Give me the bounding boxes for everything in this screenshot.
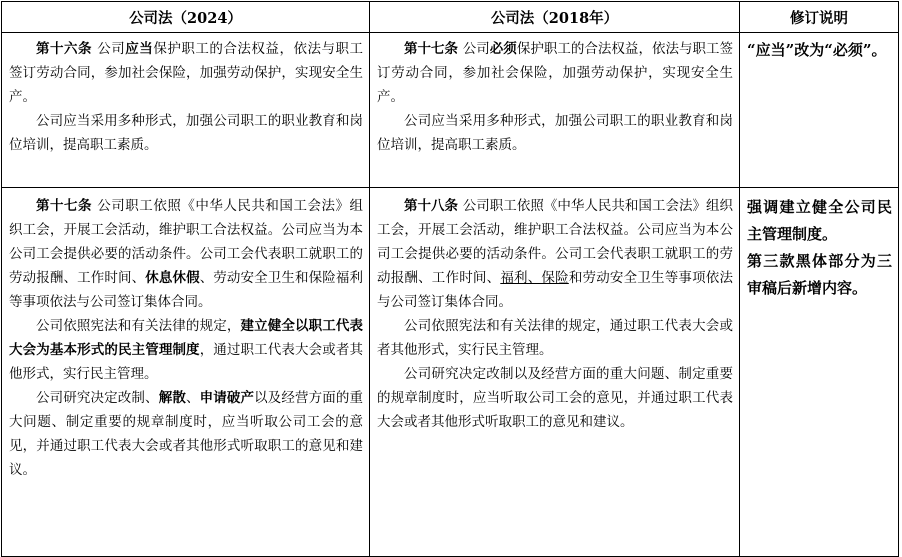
header-company-law-2018: 公司法（2018年）: [370, 2, 740, 33]
bold-text: 必须: [489, 41, 517, 57]
header-company-law-2024: 公司法（2024）: [2, 2, 370, 33]
article-paragraph: [9, 37, 363, 109]
text-segment: 公司依照宪法和有关法律的规定，: [36, 318, 241, 334]
cell-revision-note: [740, 188, 899, 557]
cell-2018-text: [370, 33, 740, 188]
article-paragraph: [377, 362, 733, 434]
article-paragraph: [377, 37, 733, 109]
table-row: [2, 33, 899, 188]
revision-note-text: 强调建立健全公司民主管理制度。: [747, 198, 892, 243]
company-law-comparison-table: [1, 1, 899, 557]
bold-text: 应当: [125, 41, 154, 57]
comparison-table-wrapper: [1, 1, 899, 557]
cell-2018-text: [370, 188, 740, 557]
cell-revision-note: [740, 33, 899, 188]
header-revision-notes: 修订说明: [740, 2, 899, 33]
article-paragraph: [377, 109, 733, 157]
text-segment: 以及经营方面的重大问题、制定重要的规章制度时，应当听取公司工会的意见，并通过职工代表大会或者其他形式听取职工的意见和建议。: [9, 390, 364, 478]
article-paragraph: [9, 109, 363, 157]
bold-text: 第十七条: [404, 41, 463, 57]
bold-text: 建立健全以职工代表大会为基本形式的民主管理制度: [9, 318, 364, 358]
article-paragraph: [9, 314, 363, 386]
bold-text: 休息休假: [145, 270, 200, 286]
text-segment: 公司应当采用多种形式，加强公司职工的职业教育和岗位培训，提高职工素质。: [377, 113, 733, 153]
bold-text: 第十六条: [36, 41, 98, 57]
bold-text: 申请破产: [199, 390, 255, 406]
text-segment: 公司研究决定改制、: [36, 390, 159, 406]
text-segment: 公司依照宪法和有关法律的规定，通过职工代表大会或者其他形式，实行民主管理。: [377, 318, 733, 358]
article-paragraph: [377, 314, 733, 362]
article-paragraph: [9, 194, 363, 314]
header-row: [2, 2, 899, 33]
text-segment: ，通过职工代表大会或者其他形式，实行民主管理。: [9, 342, 364, 382]
text-segment: 公司研究决定改制以及经营方面的重大问题、制定重要的规章制度时，应当听取公司工会的意见，并通过职工代表大会或者其他形式听取职工的意见和建议。: [377, 366, 733, 430]
text-segment: 公司职工依照《中华人民共和国工会法》组织工会，开展工会活动，维护职工合法权益。公司应当为本公司工会提供必要的活动条件。公司工会代表职工就职工的劳动报酬、工作时间、: [377, 198, 734, 286]
text-segment: 、: [185, 390, 200, 406]
text-segment: 公司: [97, 41, 126, 57]
bold-text: 第十八条: [404, 198, 463, 214]
cell-2024-text: [2, 33, 370, 188]
text-segment: 和劳动安全卫生等事项依法与公司签订集体合同。: [377, 270, 734, 310]
cell-2024-text: [2, 188, 370, 557]
article-paragraph: [9, 386, 363, 482]
underlined-text: 福利、保险: [500, 270, 569, 286]
bold-text: 第十七条: [36, 198, 98, 214]
revision-note-text: 第三款黑体部分为三审稿后新增内容。: [747, 252, 892, 297]
text-segment: 公司职工依照《中华人民共和国工会法》组织工会，开展工会活动，维护职工合法权益。公司应当为本公司工会提供必要的活动条件。公司工会代表职工就职工的劳动报酬、工作时间、: [9, 198, 363, 286]
text-segment: 公司应当采用多种形式，加强公司职工的职业教育和岗位培训，提高职工素质。: [9, 113, 363, 153]
text-segment: 保护职工的合法权益，依法与职工签订劳动合同，参加社会保险，加强劳动保护，实现安全生产。: [377, 41, 734, 105]
text-segment: 保护职工的合法权益，依法与职工签订劳动合同，参加社会保险，加强劳动保护，实现安全生产。: [9, 41, 364, 105]
revision-note-text: “应当”改为“必须”。: [747, 41, 887, 59]
article-paragraph: [377, 194, 733, 314]
text-segment: 公司: [462, 41, 490, 57]
table-row: [2, 188, 899, 557]
bold-text: 解散: [158, 390, 186, 406]
text-segment: 、劳动安全卫生和保险福利等事项依法与公司签订集体合同。: [9, 270, 364, 310]
